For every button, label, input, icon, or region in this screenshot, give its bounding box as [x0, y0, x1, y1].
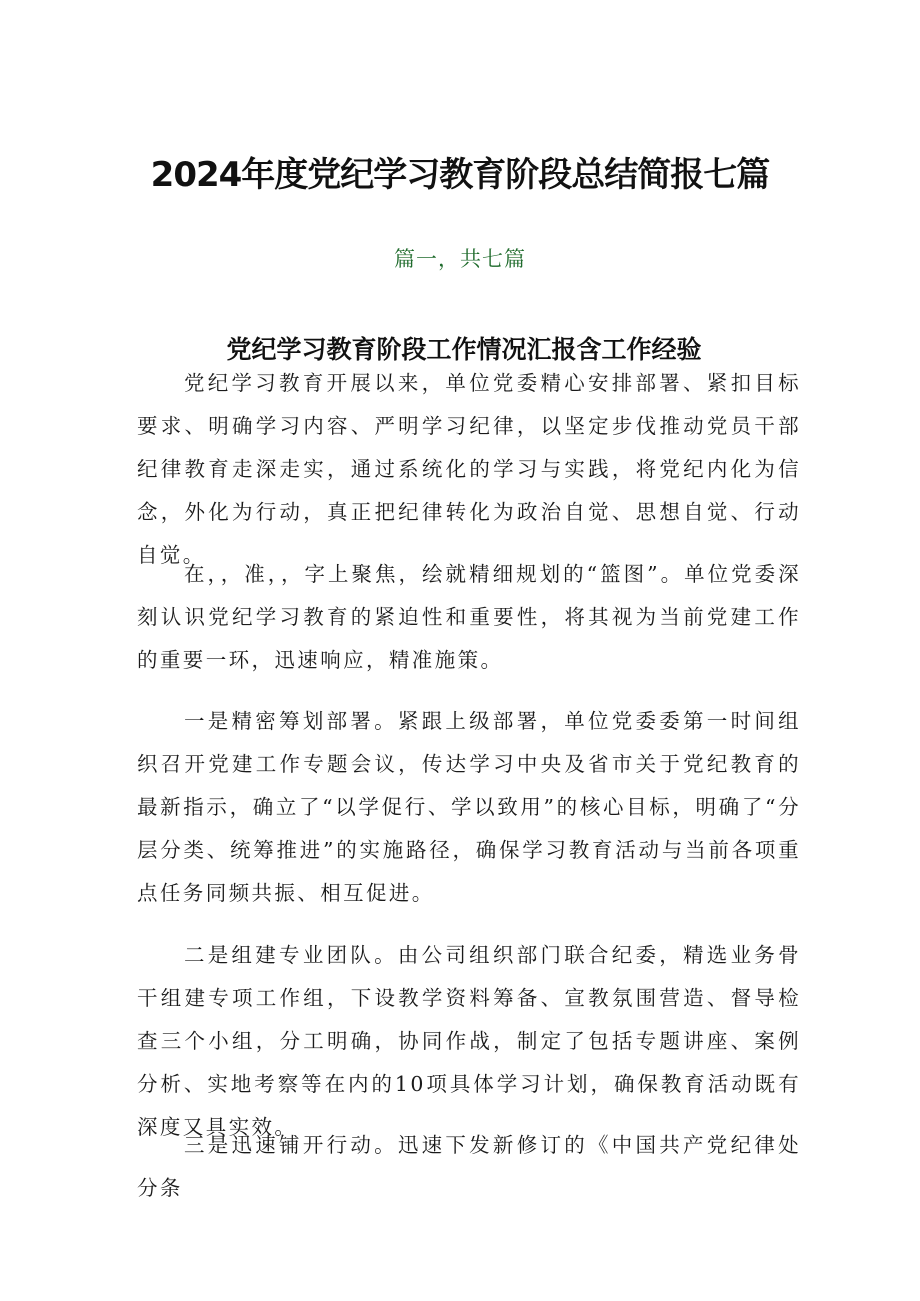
- paragraph: 党纪学习教育开展以来，单位党委精心安排部署、紧扣目标要求、明确学习内容、严明学习纪律，以坚定步伐推动党员干部纪律教育走深走实，通过系统化的学习与实践，将党纪内化为信念，外化为行动，真正把纪律转化为政治自觉、思想自觉、行动自觉。: [137, 371, 801, 567]
- paragraph: 一是精密筹划部署。紧跟上级部署，单位党委委第一时间组织召开党建工作专题会议，传达学习中央及省市关于党纪教育的最新指示，确立了“以学促行、学以致用”的核心目标，明确了“分层分类、统筹推进”的实施路径，确保学习教育活动与当前各项重点任务同频共振、相互促进。: [137, 709, 801, 905]
- section-title: 党纪学习教育阶段工作情况汇报含工作经验: [226, 334, 702, 364]
- paragraph: 三是迅速铺开行动。迅速下发新修订的《中国共产党纪律处分条: [137, 1133, 801, 1200]
- document-title: 2024年度党纪学习教育阶段总结简报七篇: [150, 154, 770, 195]
- paragraph: 二是组建专业团队。由公司组织部门联合纪委，精选业务骨干组建专项工作组，下设教学资料筹备、宣教氛围营造、督导检查三个小组，分工明确，协同作战，制定了包括专题讲座、案例分析、实地考察等在内的10项具体学习计划，确保教育活动既有深度又具实效。: [137, 943, 801, 1139]
- paragraph: 在，，准，，字上聚焦，绘就精细规划的“篮图”。单位党委深刻认识党纪学习教育的紧迫性和重要性，将其视为当前党建工作的重要一环，迅速响应，精准施策。: [137, 562, 801, 672]
- part-label: 篇一，共七篇: [394, 247, 526, 271]
